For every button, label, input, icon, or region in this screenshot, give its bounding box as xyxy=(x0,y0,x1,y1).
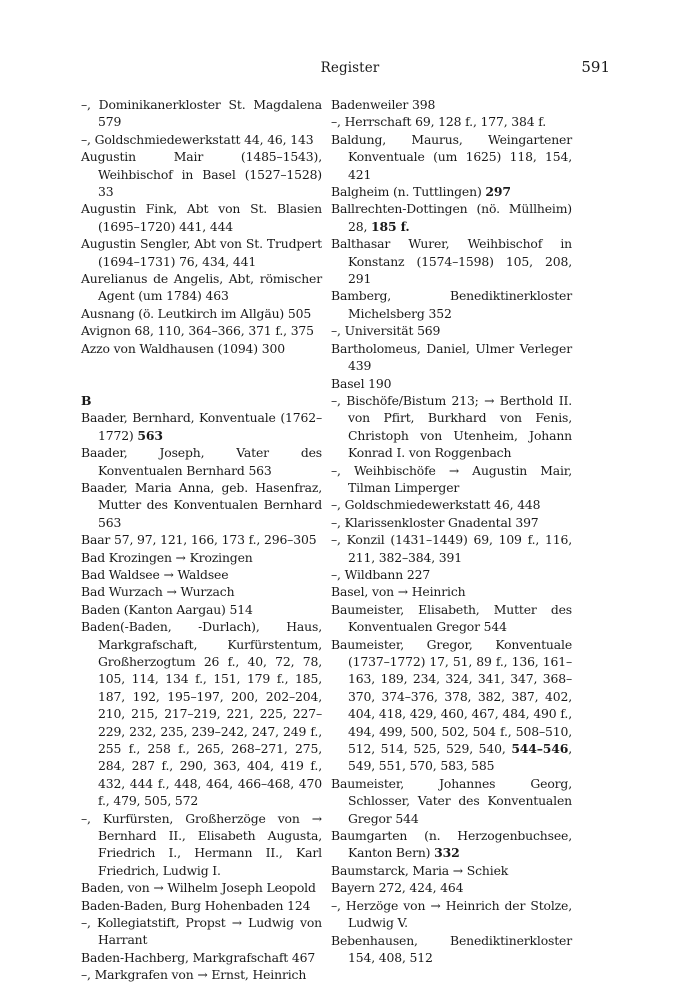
index-entry: –, Wildbann 227 xyxy=(331,566,431,582)
index-column-left xyxy=(81,96,322,984)
index-entry: Baumeister, Elisabeth, Mutter des Konventualen Gregor 544 xyxy=(331,601,572,635)
index-entry: –, Kollegiatstift, Propst → Ludwig von Harrant xyxy=(81,915,322,948)
bold-page-reference: 185 f. xyxy=(371,218,410,234)
index-entry: Azzo von Waldhausen (1094) 300 xyxy=(81,340,285,356)
index-entry: Balthasar Wurer, Weihbischof in Konstanz (1574–1598) 105, 208, 291 xyxy=(331,236,572,287)
index-entry: Bad Wurzach → Wurzach xyxy=(81,584,235,600)
index-entry: Baden (Kanton Aargau) 514 xyxy=(81,601,253,617)
section-letter-b: B xyxy=(81,392,92,408)
entries-b-section-left xyxy=(81,409,322,983)
index-entry: Bayern 272, 424, 464 xyxy=(331,880,464,896)
index-entry: Ausnang (ö. Leutkirch im Allgäu) 505 xyxy=(81,305,312,321)
index-entry: –, Goldschmiedewerkstatt 44, 46, 143 xyxy=(81,131,314,147)
index-entry: –, Universität 569 xyxy=(331,323,441,339)
index-entry: Baumgarten (n. Herzogenbuchsee, Kanton Bern) 332 xyxy=(331,828,572,861)
index-entry: Baden-Baden, Burg Hohenbaden 124 xyxy=(81,897,311,913)
bold-page-reference: 332 xyxy=(434,845,460,861)
index-entry: Aurelianus de Angelis, Abt, römischer Agent (um 1784) 463 xyxy=(81,271,322,304)
index-entry: Balgheim (n. Tuttlingen) 297 xyxy=(331,184,511,200)
index-entry: –, Goldschmiedewerkstatt 46, 448 xyxy=(331,497,541,513)
index-entry: Baumeister, Gregor, Konventuale (1737–1772) 17, 51, 89 f., 136, 161–163, 189, 234, 324, 341, 347, 368–370, 374–376, 378, 382, 387, 402, 404, 418, 429, 460, 467, 484, 490 f., 494, 499, 500, 502, 504 f., 508–510, 512, 514, 525, 529, 540, 544–546, 549, 551, 570, 583, 585 xyxy=(331,636,572,774)
index-entry: Augustin Fink, Abt von St. Blasien (1695–1720) 441, 444 xyxy=(81,201,322,234)
index-entry: Baden(-Baden, -Durlach), Haus, Markgrafschaft, Kurfürstentum, Großherzogtum 26 f., 40, 72, 78, 105, 114, 134 f., 151, 179 f., 185, 187, 192, 195–197, 200, 202–204, 210, 215, 217–219, 221, 225, 227–229, 232, 235, 239–242, 247, 249 f., 255 f., 258 f., 265, 268–271, 275, 284, 287 f., 290, 363, 404, 419 f., 432, 444 f., 448, 464, 466–468, 470 f., 479, 505, 572 xyxy=(81,619,322,809)
index-entry: Baden-Hachberg, Markgrafschaft 467 xyxy=(81,949,316,965)
bold-page-reference: 563 xyxy=(137,427,163,443)
index-entry: –, Dominikanerkloster St. Magdalena 579 xyxy=(81,97,322,130)
entries-b-section-right xyxy=(331,96,572,966)
index-entry: –, Konzil (1431–1449) 69, 109 f., 116, 211, 382–384, 391 xyxy=(331,532,572,565)
index-entry: Badenweiler 398 xyxy=(331,97,436,112)
index-entry: –, Bischöfe/Bistum 213; → Berthold II. von Pfirt, Burkhard von Fenis, Christoph von Utenheim, Johann Konrad I. von Roggenbach xyxy=(331,392,572,461)
index-entry: Baumstarck, Maria → Schiek xyxy=(331,862,509,878)
index-entry: –, Herzöge von → Heinrich der Stolze, Ludwig V. xyxy=(331,897,572,931)
index-entry: Baader, Maria Anna, geb. Hasenfraz, Mutter des Konventualen Bernhard 563 xyxy=(81,479,322,530)
index-entry: Baden, von → Wilhelm Joseph Leopold xyxy=(81,880,316,896)
index-entry: Bartholomeus, Daniel, Ulmer Verleger 439 xyxy=(331,340,572,374)
index-entry: –, Herrschaft 69, 128 f., 177, 384 f. xyxy=(331,114,547,130)
entries-a-section xyxy=(81,96,322,357)
page-number: 591 xyxy=(581,58,610,76)
index-entry: Ballrechten-Dottingen (nö. Müllheim) 28, 185 f. xyxy=(331,201,572,234)
index-entry: Bebenhausen, Benediktinerkloster 154, 408, 512 xyxy=(331,932,572,965)
index-entry: Bad Waldsee → Waldsee xyxy=(81,566,229,582)
index-entry: Baumeister, Johannes Georg, Schlosser, Vater des Konventualen Gregor 544 xyxy=(331,775,572,826)
header-title: Register xyxy=(320,60,380,76)
index-entry: Baar 57, 97, 121, 166, 173 f., 296–305 xyxy=(81,532,317,548)
index-entry: –, Kurfürsten, Großherzöge von → Bernhard II., Elisabeth Augusta, Friedrich I., Hermann II., Karl Friedrich, Ludwig I. xyxy=(81,810,322,878)
index-entry: Bamberg, Benediktinerkloster Michelsberg 352 xyxy=(331,288,572,321)
index-entry: Augustin Mair (1485–1543), Weihbischof in Basel (1527–1528) 33 xyxy=(81,149,322,200)
index-entry: –, Klarissenkloster Gnadental 397 xyxy=(331,514,539,530)
index-column-right xyxy=(331,96,572,966)
index-entry: Baader, Joseph, Vater des Konventualen Bernhard 563 xyxy=(81,445,322,478)
index-entry: –, Weihbischöfe → Augustin Mair, Tilman Limperger xyxy=(331,462,572,495)
index-entry: Baldung, Maurus, Weingartener Konventuale (um 1625) 118, 154, 421 xyxy=(331,131,572,182)
index-entry: Bad Krozingen → Krozingen xyxy=(81,549,253,565)
index-entry: Baader, Bernhard, Konventuale (1762–1772) 563 xyxy=(81,410,322,443)
bold-page-reference: 544–546 xyxy=(511,741,569,757)
index-entry: Avignon 68, 110, 364–366, 371 f., 375 xyxy=(81,323,314,339)
index-entry: Augustin Sengler, Abt von St. Trudpert (1694–1731) 76, 434, 441 xyxy=(81,236,322,269)
index-entry: Basel 190 xyxy=(331,375,392,391)
bold-page-reference: 297 xyxy=(485,184,511,200)
index-entry: –, Markgrafen von → Ernst, Heinrich xyxy=(81,967,307,983)
index-entry: Basel, von → Heinrich xyxy=(331,584,466,600)
section-gap xyxy=(81,357,322,392)
